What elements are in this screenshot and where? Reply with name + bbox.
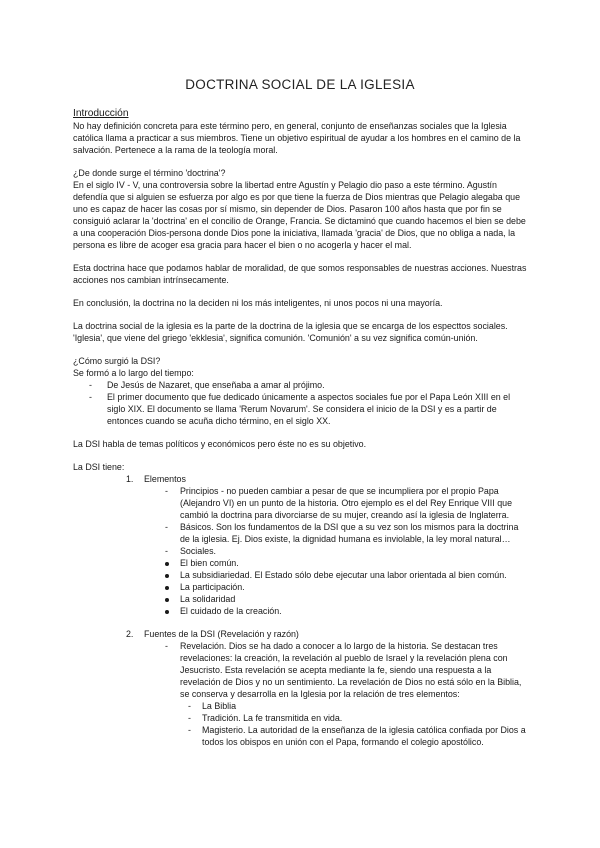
origin-heading: ¿De donde surge el término 'doctrina'? [73, 168, 226, 178]
intro-paragraph: No hay definición concreta para este término pero, en general, conjunto de enseñanzas sociales que la Iglesia católica llama a practicar a sus miembros. Tiene un objetivo espiritual de ayudar a los hombres en el camino de la salvación. Pertenece a la rama de la teología moral. [73, 121, 521, 155]
list-item: El cuidado de la creación. [144, 605, 530, 617]
list-item: - Sociales. [144, 545, 530, 557]
list-item: - De Jesús de Nazaret, que enseñaba a amar al prójimo. [73, 379, 530, 391]
section-number: 1. [126, 474, 134, 484]
revelation-text: Revelación. Dios se ha dado a conocer a lo largo de la historia. Se destacan tres revelaciones: la creación, la revelación al pueblo de Israel y la revelación plena con Jesucristo. Esta revelación se acepta mediante la fe, siendo una respuesta a la revelación de Dios y no un sentimiento. La revelación de Dios no está sólo en la Biblia, se conserva y desarrolla en la Iglesia por la relación de tres elementos: [180, 641, 522, 699]
list-item: La subsidiariedad. El Estado sólo debe ejecutar una labor orientada al bien común. [144, 569, 530, 581]
document-body [73, 107, 530, 748]
list-item: La participación. [144, 581, 530, 593]
list-item: - El primer documento que fue dedicado únicamente a aspectos sociales fue por el Papa León XIII en el siglo XIX. El documento se llama 'Rerum Novarum'. Se considera el inicio de la DSI y es a partir de entonces cuando se acuña dicho término, en el siglo XX. [73, 391, 530, 427]
section-number: 2. [126, 629, 134, 639]
list-item: La solidaridad [144, 593, 530, 605]
document-title: DOCTRINA SOCIAL DE LA IGLESIA [185, 77, 415, 92]
intro-heading: Introducción [73, 108, 129, 119]
section-sources [73, 628, 530, 748]
section-label: Elementos [144, 474, 186, 484]
list-item: - Principios - no pueden cambiar a pesar de que se incumpliera por el propio Papa (Alejandro VI) en un punto de la historia. Otro ejemplo es el del Rey Enrique VIII que cambió la doctrina para divorciarse de su mujer, creando así la iglesia de Inglaterra. [144, 485, 530, 521]
topics-paragraph: La DSI habla de temas políticos y económicos pero éste no es su objetivo. [73, 439, 367, 449]
elements-list [144, 485, 530, 617]
section-elements [73, 473, 530, 628]
sources-list [144, 640, 530, 748]
origin-dsi-list [73, 379, 530, 427]
dsi-has-heading: La DSI tiene: [73, 462, 125, 472]
revelation-elements-list [180, 700, 530, 748]
origin-paragraph: En el siglo IV - V, una controversia sobre la libertad entre Agustín y Pelagio dio paso a este término. Agustín defendía que si alguien se esfuerza por algo es por que tiene la fuerza de Dios mientras que Pelagio alegaba que uno es capaz de hacer las cosas por sí mismo, sin depender de Dios. Pasaron 100 años hasta que por fin se consiguió aclarar la 'doctrina' en el concilio de Orange, Francia. Se dictaminó que cuando hacemos el bien se debe a una cooperación Dios-persona donde Dios pone la iniciativa, llamada 'gracia' de Dios, que no obliga a nada, la persona es libre de acoger esa gracia para hacer el bien o no acogerla y hacer el mal. [73, 180, 526, 250]
conclusion-paragraph: En conclusión, la doctrina no la deciden ni los más inteligentes, ni unos pocos ni una mayoría. [73, 298, 443, 308]
list-item: - Básicos. Son los fundamentos de la DSI que a su vez son los mismos para la doctrina de la iglesia. Ej. Dios existe, la dignidad humana es inviolable, la ley moral natural… [144, 521, 530, 545]
list-item: - Magisterio. La autoridad de la enseñanza de la iglesia católica confiada por Dios a todos los obispos en unión con el Papa, formando el colegio apostólico. [180, 724, 530, 748]
section-label: Fuentes de la DSI (Revelación y razón) [144, 629, 299, 639]
list-item [144, 640, 530, 748]
morality-paragraph: Esta doctrina hace que podamos hablar de moralidad, de que somos responsables de nuestras acciones. Nuestras acciones nos cambian intrínsecamente. [73, 263, 527, 285]
list-item: - Tradición. La fe transmitida en vida. [180, 712, 530, 724]
list-item: El bien común. [144, 557, 530, 569]
origin-dsi-heading: ¿Cómo surgió la DSI? [73, 356, 161, 366]
origin-dsi-intro: Se formó a lo largo del tiempo: [73, 368, 194, 378]
dsi-definition-paragraph: La doctrina social de la iglesia es la parte de la doctrina de la iglesia que se encarga de los especttos sociales. 'Iglesia', que viene del griego 'ekklesia', significa comunión. 'Comunión' a su vez significa común-unión. [73, 321, 508, 343]
list-item: - La Biblia [180, 700, 530, 712]
dsi-sections-list [73, 473, 530, 748]
